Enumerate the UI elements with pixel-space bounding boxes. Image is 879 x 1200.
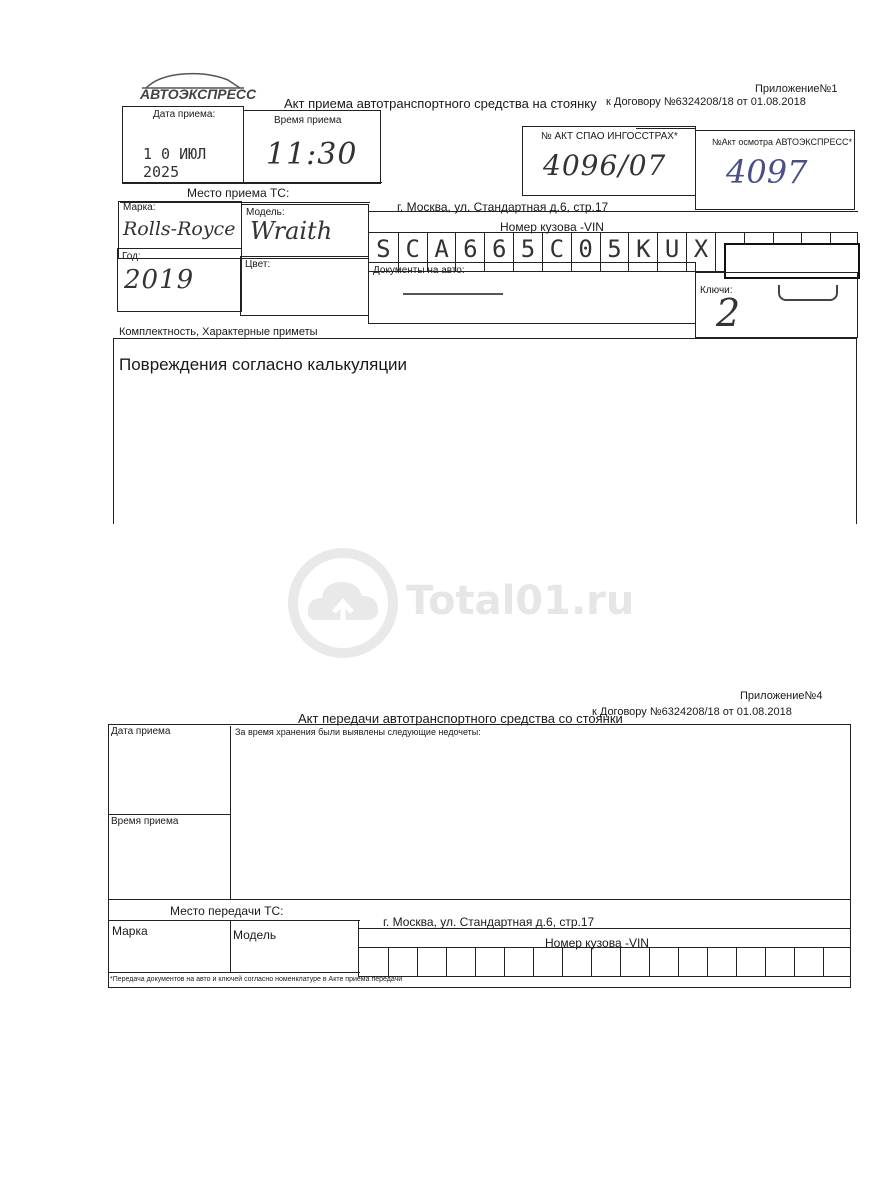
vin-empty-cell (794, 948, 824, 976)
rule-vin-top (368, 211, 858, 212)
appendix-label: Приложение№1 (755, 83, 838, 95)
vin-empty-cell (475, 948, 505, 976)
vin-char-cell: 6 (455, 233, 484, 271)
form4-place-top (108, 899, 851, 900)
form-title: Акт приема автотранспортного средства на стоянку (284, 96, 597, 111)
vin-empty-cell (591, 948, 621, 976)
vin-empty-cell (649, 948, 679, 976)
act-spao-cell (522, 126, 696, 196)
docs-label: Документы на авто: (373, 265, 465, 276)
docs-cell (368, 262, 696, 324)
place-label: Место приема ТС: (187, 186, 290, 200)
keys-cell (695, 272, 858, 338)
vin-empty-cell (707, 948, 737, 976)
vin-empty-cell (388, 948, 418, 976)
form4-brand-divider (230, 920, 231, 972)
vin-char-cell: X (686, 233, 715, 271)
act-avto-value: 4097 (726, 153, 808, 191)
vin-empty-cell (504, 948, 534, 976)
damage-text: Повреждения согласно калькуляции (119, 355, 408, 374)
form4-date-label: Дата приема (111, 726, 171, 737)
vin-empty-cell (823, 948, 853, 976)
watermark (288, 548, 635, 658)
act-avto-label: №Акт осмотра АВТОЭКСПРЕСС* (712, 137, 853, 147)
keys-label: Ключи: (700, 285, 733, 296)
form4-footnote-rule (108, 972, 360, 973)
vin-char-cell: 0 (571, 233, 600, 271)
form4-brand-label: Марка (112, 924, 148, 938)
vin-char-cell: 5 (513, 233, 542, 271)
brand-value: Rolls-Royce (123, 218, 236, 240)
form4-brand-top (108, 920, 360, 921)
appendix4-label: Приложение№4 (740, 690, 823, 702)
form4-footnote: *Передача документов на авто и ключей согласно номенклатуре в Акте приема передачи (110, 976, 403, 983)
vin-empty-cell (562, 948, 592, 976)
date-stamp: 1 0 ИЮЛ 2025 (143, 145, 207, 181)
vin-char-cell: C (398, 233, 427, 271)
vin-char-cell: 5 (600, 233, 629, 271)
date-label: Дата приема: (153, 109, 216, 120)
watermark-text: Total01.ru (406, 578, 635, 624)
time-cell (243, 110, 381, 184)
act-spao-label: № АКТ СПАО ИНГОССТРАХ* (541, 131, 678, 142)
act-spao-value: 4096/07 (543, 149, 667, 182)
form4-vin-grid (358, 947, 851, 977)
form4-defects-label: За время хранения были выявлены следующие недочеты: (235, 727, 481, 737)
vin-label: Номер кузова -VIN (500, 220, 604, 234)
completeness-label: Комплектность, Характерные приметы (119, 326, 318, 338)
docs-dash (403, 293, 503, 295)
vin-empty-cell (765, 948, 795, 976)
year-value: 2019 (124, 265, 195, 295)
model-value: Wraith (250, 217, 333, 245)
date-cell (122, 106, 244, 184)
brand-label: Марка: (123, 202, 156, 213)
vin-empty-cell (446, 948, 476, 976)
model-label: Модель: (246, 207, 285, 218)
company-logo (138, 68, 257, 108)
form4-place-label: Место передачи ТС: (170, 904, 284, 918)
time-label: Время приема (274, 115, 342, 126)
vin-char-cell: C (542, 233, 571, 271)
color-label: Цвет: (245, 259, 271, 270)
vin-char-cell: 6 (484, 233, 513, 271)
form4-title: Акт передачи автотранспортного средства со стоянки (298, 711, 623, 726)
act-number-underline (636, 128, 696, 129)
vin-empty-cell (417, 948, 447, 976)
vin-empty-cell (620, 948, 650, 976)
vin-char-cell: K (628, 233, 657, 271)
form4-date-bottom (108, 814, 231, 815)
form4-address: г. Москва, ул. Стандартная д.6, стр.17 (383, 915, 595, 929)
keys-bracket (778, 285, 838, 301)
vin-empty-cell (736, 948, 766, 976)
form4-time-label: Время приема (111, 816, 179, 827)
year-cell (117, 248, 242, 312)
vin-char-cell: U (657, 233, 686, 271)
vin-empty-cell (678, 948, 708, 976)
year-label: Год: (122, 251, 141, 262)
form4-vin-top (358, 928, 851, 929)
vin-empty-cell (533, 948, 563, 976)
form4-vin-label: Номер кузова -VIN (545, 936, 649, 950)
contract-reference: к Договору №6324208/18 от 01.08.2018 (606, 96, 806, 108)
color-cell (240, 256, 369, 316)
vin-char-cell: S (376, 235, 391, 263)
address-text: г. Москва, ул. Стандартная д.6, стр.17 (397, 200, 609, 214)
keys-value: 2 (716, 291, 742, 335)
vin-char-cell: A (427, 233, 456, 271)
form4-left-divider (230, 726, 231, 900)
logo-text: АВТОЭКСПРЕСС (140, 86, 257, 102)
act-avto-cell (695, 130, 855, 210)
time-value: 11:30 (266, 137, 358, 172)
rule-place-top (122, 182, 382, 183)
model-cell (241, 204, 369, 259)
form4-model-label: Модель (233, 928, 277, 942)
cloud-upload-icon (288, 548, 398, 658)
contract4-reference: к Договору №6324208/18 от 01.08.2018 (592, 706, 792, 718)
